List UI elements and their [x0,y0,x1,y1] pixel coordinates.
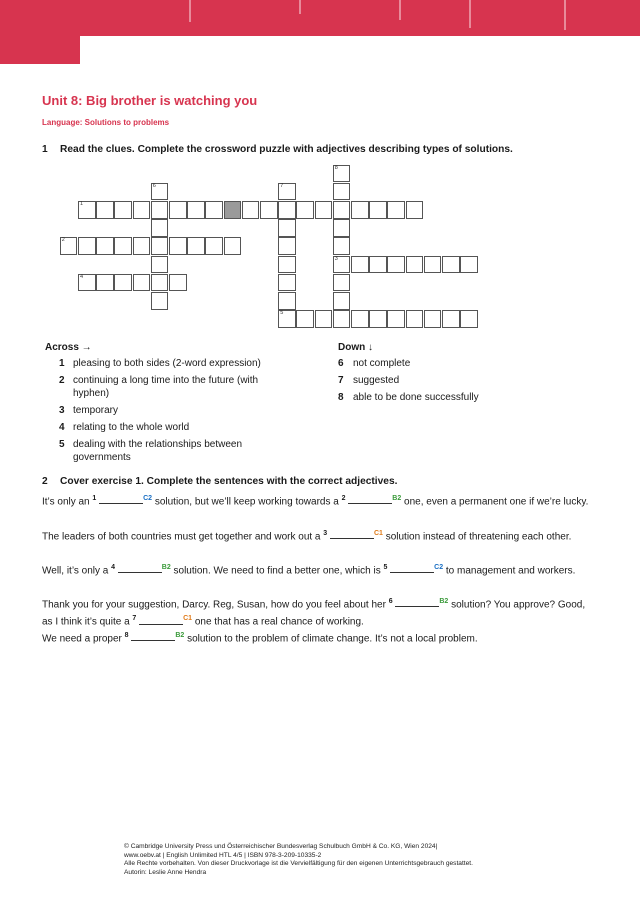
across-clue-2: 2 continuing a long time into the future (with hyphen) [59,375,259,399]
crossword-cell[interactable] [442,310,460,328]
answer-blank-4[interactable] [118,563,162,573]
crossword-cell[interactable] [351,256,369,274]
crossword-clue-number: 8 [334,164,338,171]
crossword-cell[interactable] [96,237,114,255]
crossword-cell[interactable] [78,237,96,255]
crossword-cell[interactable] [333,165,351,183]
crossword-cell[interactable] [406,256,424,274]
crossword-cell[interactable] [151,201,169,219]
crossword-cell[interactable] [242,201,260,219]
crossword-shaded-cell [224,201,242,219]
crossword-cell[interactable] [278,256,296,274]
crossword-cell[interactable] [78,274,96,292]
crossword-cell[interactable] [78,201,96,219]
down-clues [338,341,578,408]
crossword-cell[interactable] [260,201,278,219]
crossword-cell[interactable] [169,237,187,255]
crossword-cell[interactable] [369,310,387,328]
crossword-cell[interactable] [387,310,405,328]
exercise2-instruction: Cover exercise 1. Complete the sentences with the correct adjectives. [60,476,398,487]
crossword-cell[interactable] [315,310,333,328]
brand-title: English Unlimited HTL 4/5 [87,38,262,54]
across-clue-4: 4 relating to the whole world [59,422,190,433]
crossword-cell[interactable] [424,310,442,328]
crossword-cell[interactable] [460,310,478,328]
exercise2-number: 2 [42,476,48,487]
crossword-cell[interactable] [151,256,169,274]
crossword-cell[interactable] [169,201,187,219]
crossword-cell[interactable] [333,237,351,255]
crossword-clue-number: 6 [152,182,156,189]
sentence-2: The leaders of both countries must get together and work out a $^3$ $^{C1}$ solution instead of threatening each other. [42,530,572,543]
crossword-cell[interactable] [296,310,314,328]
sentence-3: Well, it’s only a $^4$ $^{B2}$ solution. We need to find a better one, which is $^5$ $^{C2}$ to management and workers. [42,564,576,577]
crossword-cell[interactable] [60,237,78,255]
answer-blank-8[interactable] [131,631,175,641]
exercise1-heading [42,144,513,155]
crossword-cell[interactable] [278,183,296,201]
crossword-clue-number: 1 [80,201,84,207]
crossword-cell[interactable] [442,256,460,274]
across-clue-3: 3 temporary [59,405,119,416]
crossword-cell[interactable] [278,274,296,292]
crossword-cell[interactable] [96,274,114,292]
crossword-cell[interactable] [296,201,314,219]
crossword-cell[interactable] [278,292,296,310]
down-heading: Down ↓ [338,342,373,353]
crossword-cell[interactable] [114,201,132,219]
crossword-cell[interactable] [333,310,351,328]
sentence-4: Thank you for your suggestion, Darcy. Reg, Susan, how do you feel about her $^6$ $^{B2}$ solution? You approve? Good, as I think it’s quite a $^7$ $^{C1}$ one that has a real chance of working. [42,598,586,628]
crossword-cell[interactable] [151,219,169,237]
down-clue-6: 6 not complete [338,358,411,369]
crossword-cell[interactable] [151,292,169,310]
unit-subtitle: Language: Solutions to problems [42,118,170,127]
crossword-cell[interactable] [387,201,405,219]
crossword-cell[interactable] [333,219,351,237]
exercise2-heading [42,476,397,487]
copyright-footer: © Cambridge University Press und Österreichischer Bundesverlag Schulbuch GmbH & Co. KG, Wien 2024| www.oebv.at | English Unlimited HTL 4/5 | ISBN 978-3-209-10335-2 Alle Rechte vorbehalten. Von dieser Druckvorlage ist die Vervielfältigung für den eigenen Unterrichtsgebrauch gestattet. Autorin: Leslie Anne Hendra [124,843,473,876]
crossword-cell[interactable] [133,201,151,219]
crossword-cell[interactable] [114,274,132,292]
across-heading: Across → [45,342,92,353]
answer-blank-2[interactable] [348,494,392,504]
crossword-cell[interactable] [460,256,478,274]
crossword-cell[interactable] [278,310,296,328]
crossword-cell[interactable] [351,201,369,219]
answer-blank-5[interactable] [390,563,434,573]
crossword-cell[interactable] [406,201,424,219]
crossword-cell[interactable] [369,201,387,219]
exercise1-instruction: Read the clues. Complete the crossword puzzle with adjectives describing types of solutions. [60,144,513,155]
down-clue-7: 7 suggested [338,375,400,386]
crossword-cell[interactable] [114,237,132,255]
crossword-cell[interactable] [151,183,169,201]
crossword-cell[interactable] [278,201,296,219]
crossword-cell[interactable] [133,237,151,255]
crossword-cell[interactable] [278,219,296,237]
unit-title: Unit 8: Big brother is watching you [42,93,258,108]
crossword-cell[interactable] [333,201,351,219]
crossword-cell[interactable] [96,201,114,219]
sentence-5: We need a proper $^8$ $^{B2}$ solution to the problem of climate change. It’s not a local problem. [42,632,478,645]
answer-blank-7[interactable] [139,615,183,625]
answer-blank-1[interactable] [99,494,143,504]
crossword-cell[interactable] [205,201,223,219]
crossword-clue-number: 4 [80,273,84,280]
crossword-cell[interactable] [187,201,205,219]
crossword-cell[interactable] [133,274,151,292]
crossword-cell[interactable] [169,274,187,292]
crossword-cell[interactable] [333,183,351,201]
answer-blank-3[interactable] [330,529,374,539]
crossword-cell[interactable] [424,256,442,274]
crossword-cell[interactable] [187,237,205,255]
crossword-cell[interactable] [406,310,424,328]
crossword-cell[interactable] [333,292,351,310]
crossword-clue-number: 3 [334,255,338,262]
down-clue-8: 8 able to be done successfully [338,392,479,403]
crossword-cell[interactable] [333,256,351,274]
crossword-cell[interactable] [369,256,387,274]
crossword-cell[interactable] [315,201,333,219]
crossword-cell[interactable] [224,237,242,255]
crossword-clue-number: 2 [61,237,65,244]
crossword-cell[interactable] [387,256,405,274]
crossword-cell[interactable] [333,274,351,292]
crossword-cell[interactable] [205,237,223,255]
crossword-cell[interactable] [351,310,369,328]
crossword-clue-number: 5 [280,310,284,317]
across-clues [45,341,290,468]
header-banner [0,0,640,64]
crossword-cell[interactable] [278,237,296,255]
across-clue-1: 1 pleasing to both sides (2-word expression) [59,358,261,369]
crossword-clue-number: 7 [280,182,284,189]
across-clue-5: 5 dealing with the relationships between governments [59,439,242,463]
sentence-1: It’s only an $^1$ $^{C2}$ solution, but we’ll keep working towards a $^2$ $^{B2}$ one, even a permanent one if we’re lucky. [42,495,589,508]
answer-blank-6[interactable] [395,597,439,607]
crossword-cell[interactable] [151,274,169,292]
exercise1-number: 1 [42,144,48,155]
crossword-cell[interactable] [151,237,169,255]
